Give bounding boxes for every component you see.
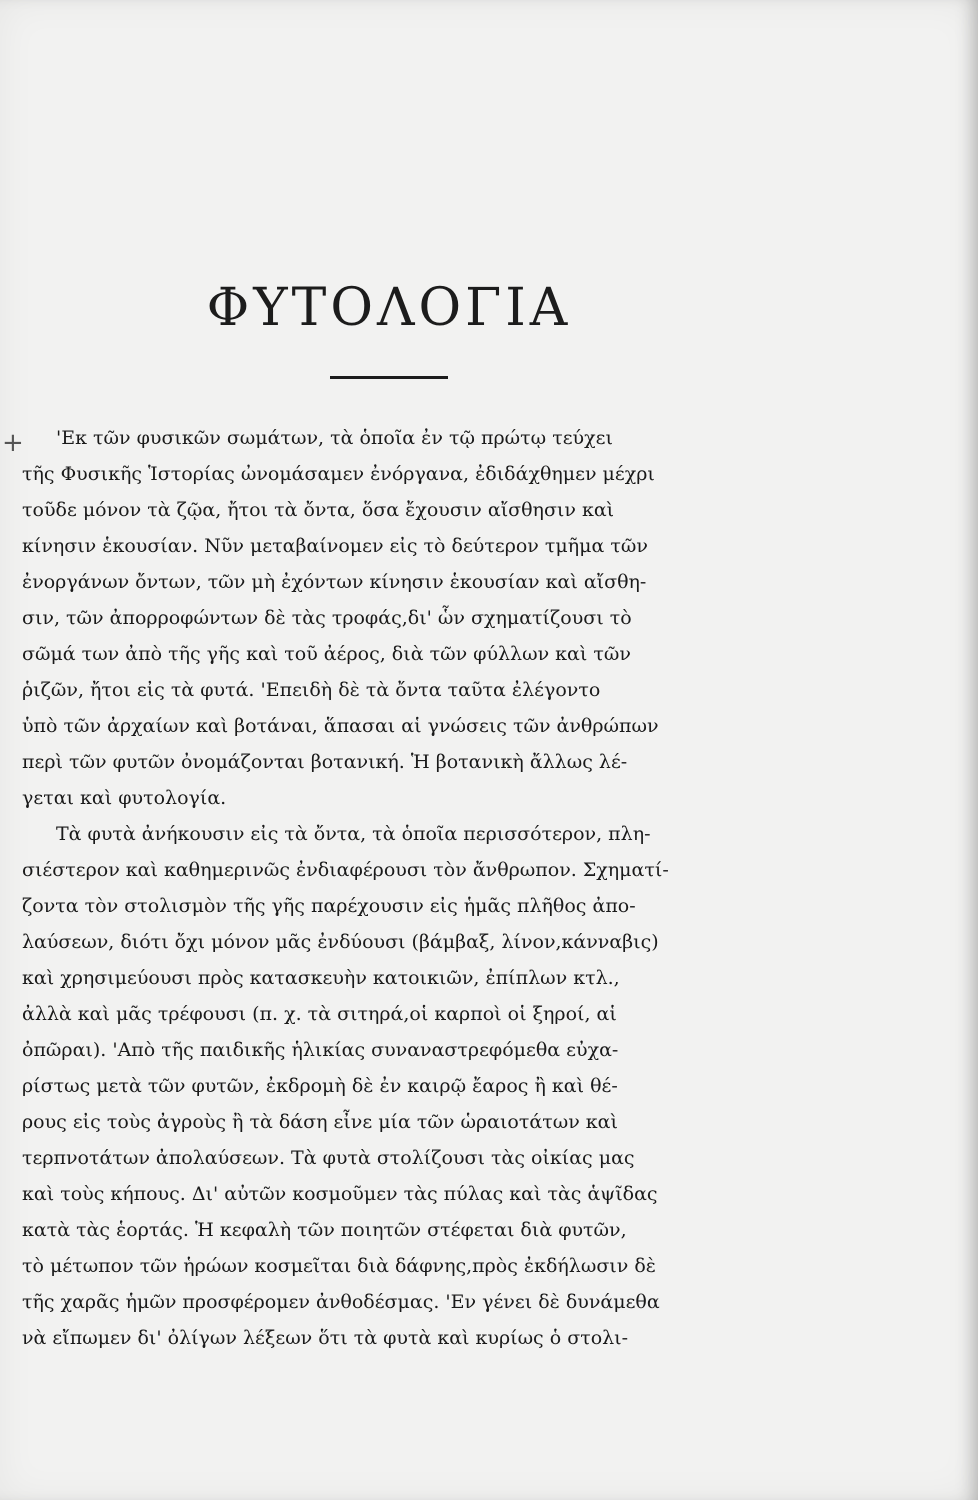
body-text — [22, 420, 767, 1356]
text-line: ἀλλὰ καὶ μᾶς τρέφουσι (π. χ. τὰ σιτηρά,οἱ καρποὶ οἱ ξηροί, αἱ — [22, 1003, 617, 1025]
text-line: ῥιζῶν, ἤτοι εἰς τὰ φυτά. 'Επειδὴ δὲ τὰ ὄντα ταῦτα ἐλέγοντο — [22, 679, 601, 701]
text-line: τὸ μέτωπον τῶν ἡρώων κοσμεῖται διὰ δάφνης,πρὸς ἐκδήλωσιν δὲ — [22, 1255, 656, 1277]
text-line: γεται καὶ φυτολογία. — [22, 787, 227, 809]
text-line: ρίστως μετὰ τῶν φυτῶν, ἐκδρομὴ δὲ ἐν καιρῷ ἔαρος ἢ καὶ θέ- — [22, 1075, 618, 1097]
text-line: τερπνοτάτων ἀπολαύσεων. Τὰ φυτὰ στολίζουσι τὰς οἰκίας μας — [22, 1147, 635, 1169]
text-line: κατὰ τὰς ἑορτάς. Ἡ κεφαλὴ τῶν ποιητῶν στέφεται διὰ φυτῶν, — [22, 1219, 627, 1241]
text-line: καὶ χρησιμεύουσι πρὸς κατασκευὴν κατοικιῶν, ἐπίπλων κτλ., — [22, 967, 620, 989]
title-divider — [330, 376, 448, 379]
text-line: 'Εκ τῶν φυσικῶν σωμάτων, τὰ ὁποῖα ἐν τῷ πρώτῳ τεύχει — [56, 427, 613, 449]
text-line: ὑπὸ τῶν ἀρχαίων καὶ βοτάναι, ἅπασαι αἱ γνώσεις τῶν ἀνθρώπων — [22, 715, 659, 737]
page-title: ΦΥΤΟΛΟΓΙΑ — [206, 278, 572, 338]
text-line: σῶμά των ἀπὸ τῆς γῆς καὶ τοῦ ἀέρος, διὰ τῶν φύλλων καὶ τῶν — [22, 643, 631, 665]
text-line: καὶ τοὺς κήπους. Δι' αὐτῶν κοσμοῦμεν τὰς πύλας καὶ τὰς ἁψῖδας — [22, 1183, 658, 1205]
text-line: τῆς χαρᾶς ἡμῶν προσφέρομεν ἀνθοδέσμας. 'Εν γένει δὲ δυνάμεθα — [22, 1291, 660, 1313]
text-line: κίνησιν ἑκουσίαν. Νῦν μεταβαίνομεν εἰς τὸ δεύτερον τμῆμα τῶν — [22, 535, 648, 557]
text-line: ἐνοργάνων ὄντων, τῶν μὴ ἐχόντων κίνησιν ἑκουσίαν καὶ αἴσθη- — [22, 571, 647, 593]
text-line: τοῦδε μόνον τὰ ζῷα, ἤτοι τὰ ὄντα, ὅσα ἔχουσιν αἴσθησιν καὶ — [22, 499, 615, 521]
text-line: περὶ τῶν φυτῶν ὀνομάζονται βοτανική. Ἡ βοτανικὴ ἄλλως λέ- — [22, 751, 628, 773]
text-line: νὰ εἴπωμεν δι' ὀλίγων λέξεων ὅτι τὰ φυτὰ καὶ κυρίως ὁ στολι- — [22, 1327, 629, 1349]
text-line: τῆς Φυσικῆς Ἱστορίας ὠνομάσαμεν ἐνόργανα, ἐδιδάχθημεν μέχρι — [22, 463, 655, 485]
text-line: ζοντα τὸν στολισμὸν τῆς γῆς παρέχουσιν εἰς ἡμᾶς πλῆθος ἀπο- — [22, 895, 636, 917]
text-line: λαύσεων, διότι ὄχι μόνον μᾶς ἐνδύουσι (βάμβαξ, λίνον,κάνναβις) — [22, 931, 659, 953]
text-line: Τὰ φυτὰ ἀνήκουσιν εἰς τὰ ὄντα, τὰ ὁποῖα περισσότερον, πλη- — [56, 823, 651, 845]
text-line: σιέστερον καὶ καθημερινῶς ἐνδιαφέρουσι τὸν ἄνθρωπον. Σχηματί- — [22, 859, 669, 881]
margin-annotation: + — [2, 428, 24, 458]
text-line: ρους εἰς τοὺς ἀγροὺς ἢ τὰ δάση εἶνε μία τῶν ὡραιοτάτων καὶ — [22, 1111, 618, 1133]
text-line: σιν, τῶν ἀπορροφώντων δὲ τὰς τροφάς,δι' ὧν σχηματίζουσι τὸ — [22, 607, 632, 629]
text-line: ὀπῶραι). 'Απὸ τῆς παιδικῆς ἡλικίας συναναστρεφόμεθα εὐχα- — [22, 1039, 619, 1061]
